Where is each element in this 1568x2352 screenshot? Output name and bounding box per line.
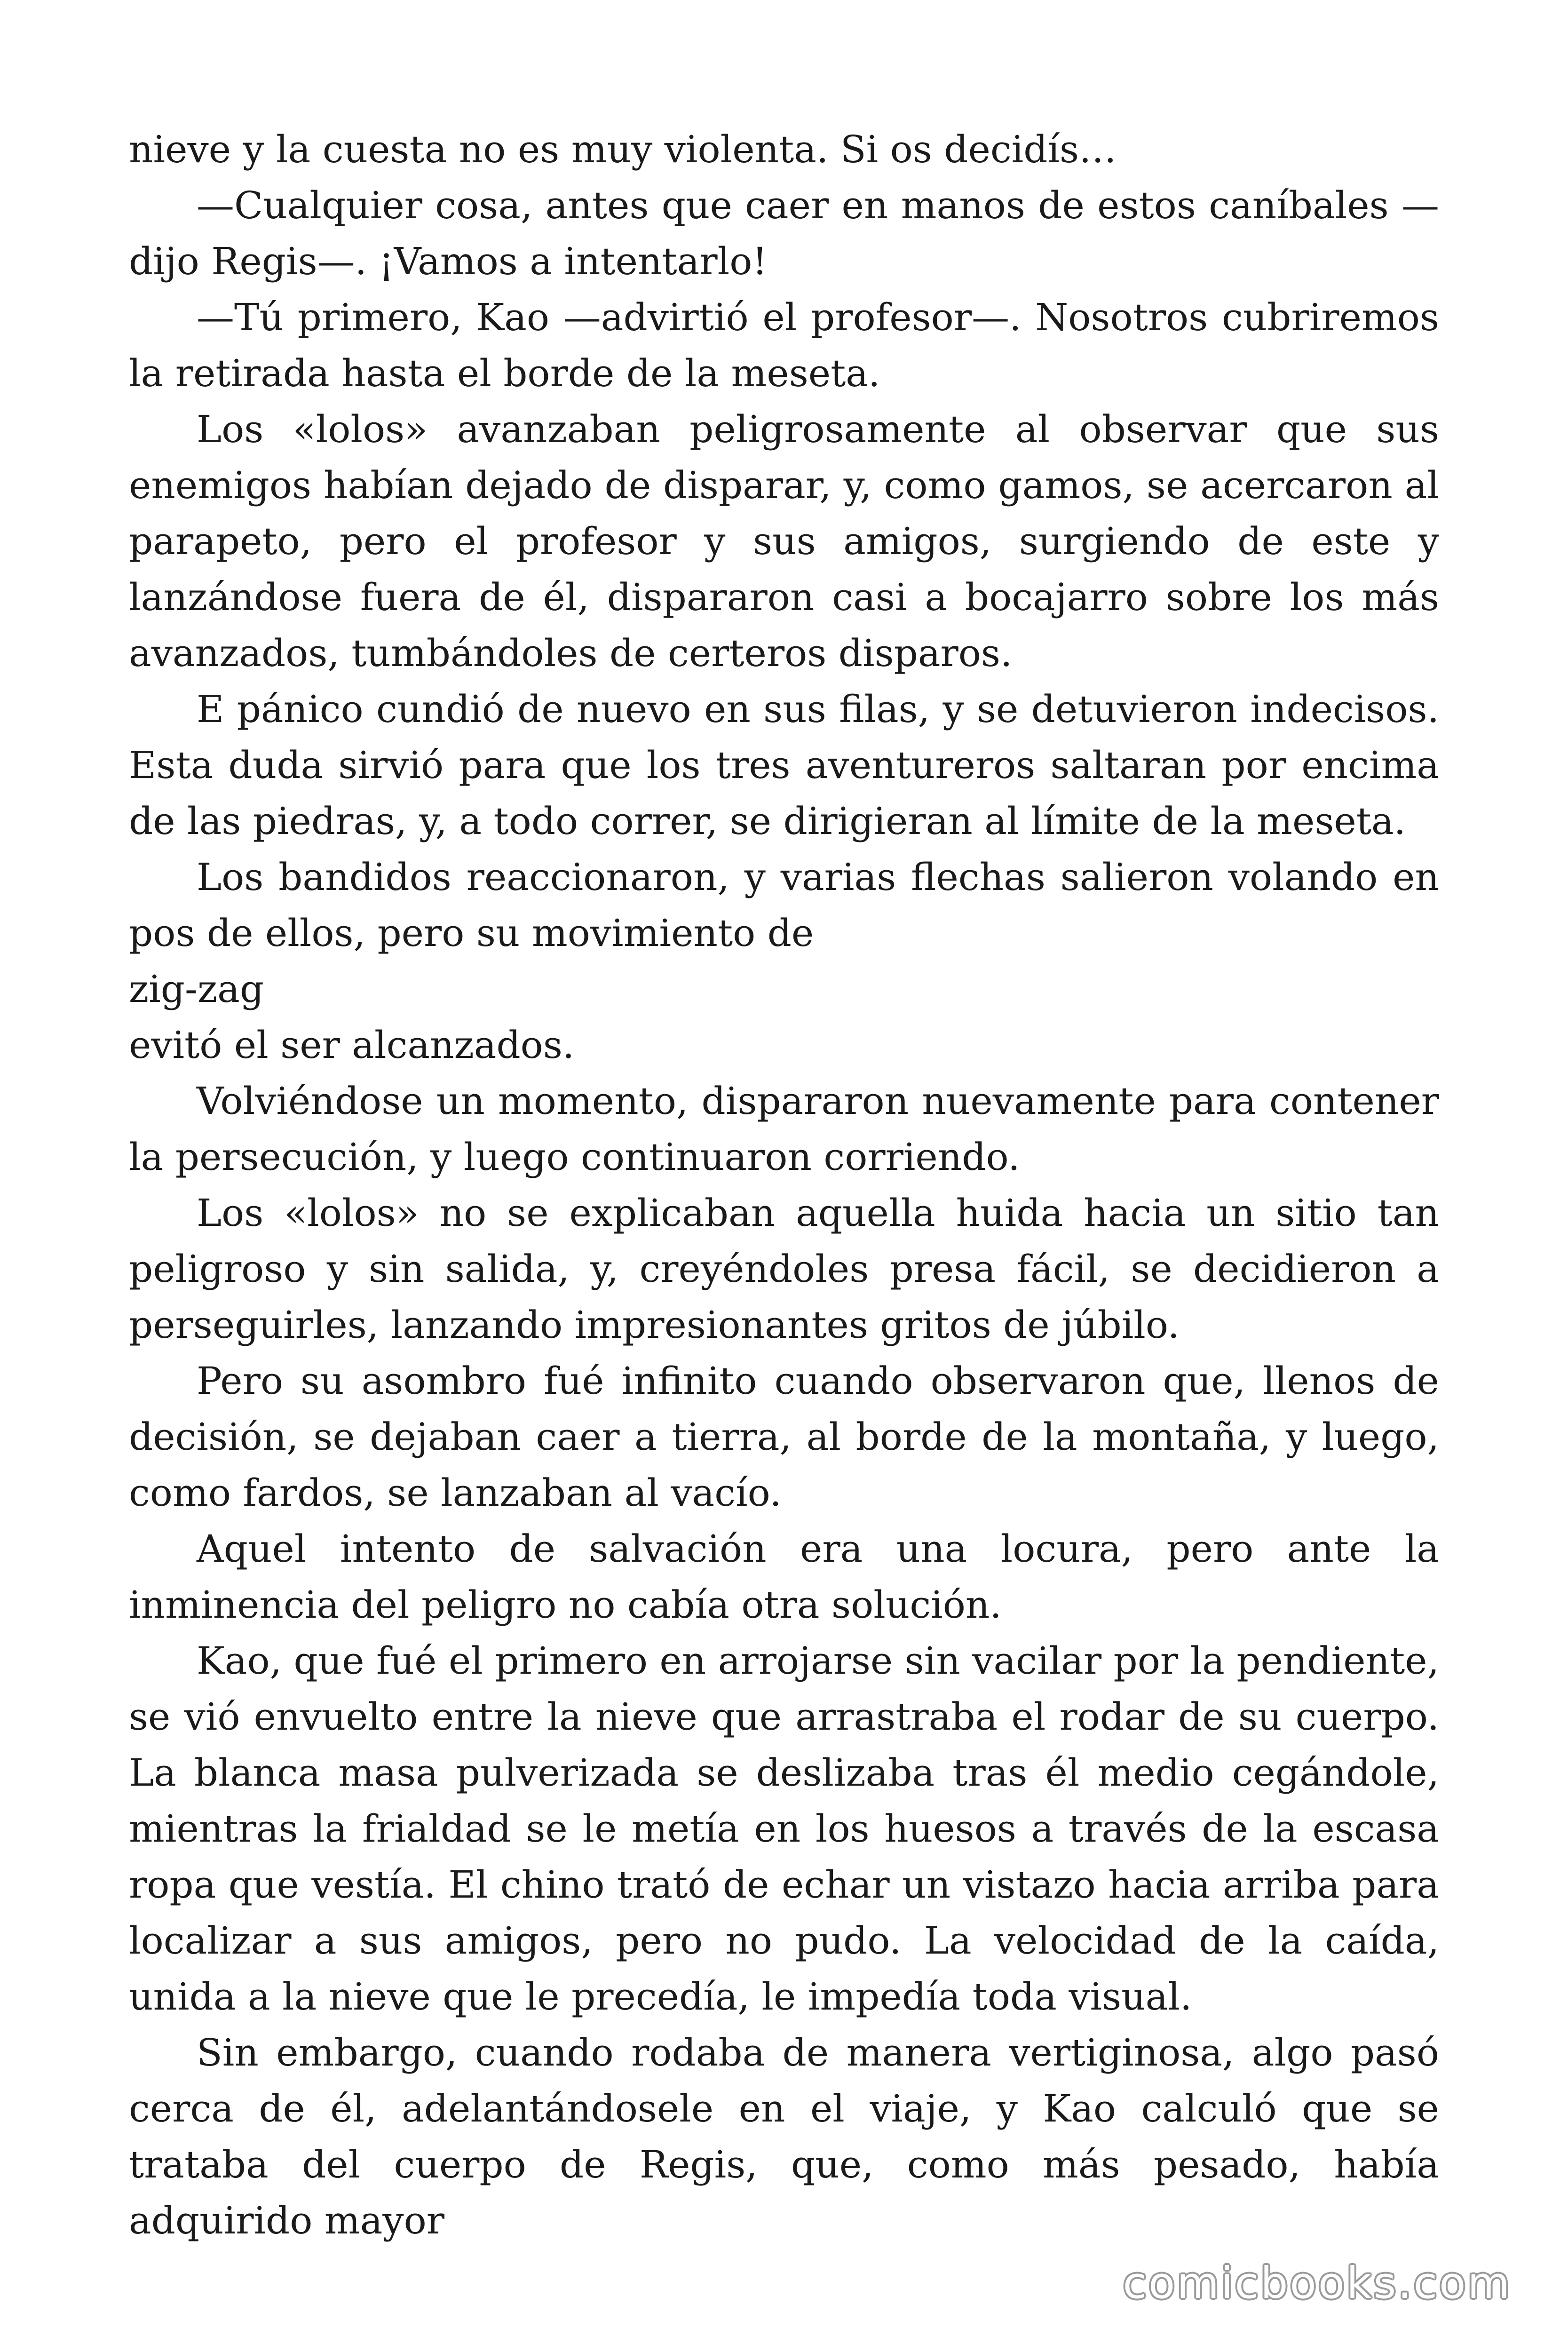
paragraph: Los bandidos reaccionaron, y varias flechas salieron volando en pos de ellos, pero su movimiento de (129, 855, 1439, 955)
paragraph: nieve y la cuesta no es muy violenta. Si os decidís… (129, 127, 1117, 171)
paragraph: Kao, que fué el primero en arrojarse sin vacilar por la pendiente, se vió envuelto entre la nieve que arrastraba el rodar de su cuerpo. La blanca masa pulverizada se deslizaba tras él medio cegándole, mientras la frialdad se le metía en los huesos a través de la escasa ropa que vestía. El chino trató de echar un vistazo hacia arriba para localizar a sus amigos, pero no pudo. La velocidad de la caída, unida a la nieve que le precedía, le impedía toda visual. (129, 1639, 1439, 2018)
paragraph: Aquel intento de salvación era una locura, pero ante la inminencia del peligro no cabía otra solución. (129, 1527, 1439, 1627)
paragraph: zig-zag (129, 967, 264, 1011)
paragraph: E pánico cundió de nuevo en sus filas, y se detuvieron indecisos. Esta duda sirvió para que los tres aventureros saltaran por encima de las piedras, y, a todo correr, se dirigieran al límite de la meseta. (129, 687, 1439, 843)
paragraph: Los «lolos» no se explicaban aquella huida hacia un sitio tan peligroso y sin salida, y, creyéndoles presa fácil, se decidieron a perseguirles, lanzando impresionantes gritos de júbilo. (129, 1191, 1439, 1347)
paragraph: —Tú primero, Kao —advirtió el profesor—. Nosotros cubriremos la retirada hasta el borde de la meseta. (129, 295, 1439, 395)
paragraph: Pero su asombro fué infinito cuando observaron que, llenos de decisión, se dejaban caer a tierra, al borde de la montaña, y luego, como fardos, se lanzaban al vacío. (129, 1359, 1439, 1515)
body-text (129, 121, 1439, 2249)
watermark: comicbooks.com (1123, 2258, 1512, 2308)
paragraph: Sin embargo, cuando rodaba de manera vertiginosa, algo pasó cerca de él, adelantándosele en el viaje, y Kao calculó que se trataba del cuerpo de Regis, que, como más pesado, había adquirido mayor (129, 2031, 1439, 2242)
paragraph: Volviéndose un momento, dispararon nuevamente para contener la persecución, y luego continuaron corriendo. (129, 1079, 1439, 1179)
paragraph: —Cualquier cosa, antes que caer en manos de estos caníbales —dijo Regis—. ¡Vamos a intentarlo! (129, 183, 1439, 283)
paragraph: Los «lolos» avanzaban peligrosamente al observar que sus enemigos habían dejado de disparar, y, como gamos, se acercaron al parapeto, pero el profesor y sus amigos, surgiendo de este y lanzándose fuera de él, dispararon casi a bocajarro sobre los más avanzados, tumbándoles de certeros disparos. (129, 407, 1439, 675)
paragraph: evitó el ser alcanzados. (129, 1023, 575, 1067)
